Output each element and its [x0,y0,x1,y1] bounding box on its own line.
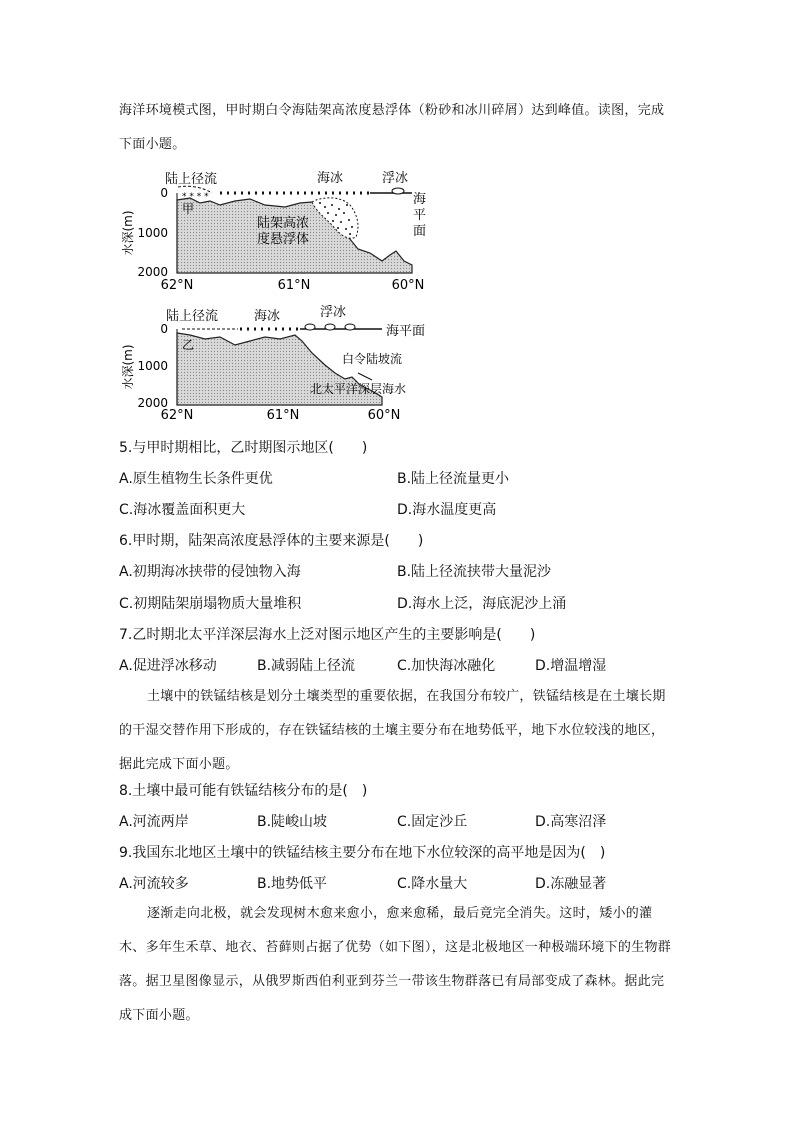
q8-option-a[interactable]: A.河流两岸 [119,814,189,830]
label-sealevel-vertical: 海平面 [413,192,427,239]
x-tick-61: 61°N [266,408,300,423]
float-ice-icon [345,324,355,330]
q7-option-a[interactable]: A.促进浮冰移动 [119,658,217,674]
q9-option-a[interactable]: A.河流较多 [119,876,189,892]
intro-passage-1: 海洋环境模式图，甲时期白令海陆架高浓度悬浮体（粉砂和冰川碎屑）达到峰值。读图，完成下面小题。 [119,103,665,152]
q6-option-a[interactable]: A.初期海冰挟带的侵蚀物入海 [119,564,301,580]
x-tick-62: 62°N [160,278,194,293]
label-region-jia: 甲 [182,202,195,216]
q9-option-d[interactable]: D.冻融显著 [535,876,607,892]
y-tick-0: 0 [160,186,168,200]
y-tick-0: 0 [160,322,168,336]
label-suspended-1: 陆架高浓 [257,216,310,231]
x-tick-60: 60°N [367,408,401,423]
label-sealevel: 海平面 [386,324,426,339]
y-tick-2000: 2000 [137,396,168,410]
q7-stem: 7.乙时期北太平洋深层海水上泛对图示地区产生的主要影响是( ) [119,627,536,643]
q9-option-b[interactable]: B.地势低平 [257,876,328,892]
q7-option-c[interactable]: C.加快海冰融化 [397,658,496,674]
label-region-yi: 乙 [182,338,195,352]
label-deep-water: 北太平洋深层海水 [310,382,407,396]
q7-option-b[interactable]: B.减弱陆上径流 [257,658,356,674]
q8-option-b[interactable]: B.陡峻山坡 [257,814,328,830]
q5-option-b[interactable]: B.陆上径流量更小 [397,471,510,487]
q5-option-d[interactable]: D.海水温度更高 [397,502,497,518]
q8-option-d[interactable]: D.高寒沼泽 [535,814,607,830]
label-floatice: 浮冰 [320,305,347,320]
q5-stem: 5.与甲时期相比，乙时期图示地区( ) [119,440,368,456]
q9-stem: 9.我国东北地区土壤中的铁锰结核主要分布在地下水位较深的高平地是因为( ) [119,845,606,861]
q5-option-c[interactable]: C.海冰覆盖面积更大 [119,502,246,518]
intro-passage-3: 逐渐走向北极，就会发现树木愈来愈小，愈来愈稀，最后竟完全消失。这时，矮小的灌木、多年生禾草、地衣、苔藓则占据了优势（如下图），这是北极地区一种极端环境下的生物群落。据卫星图像显示，从俄罗斯西伯利亚到芬兰一带该生物群落已有局部变成了森林。据此完成下面小题。 [119,906,672,1023]
q6-option-b[interactable]: B.陆上径流挟带大量泥沙 [397,564,552,580]
label-suspended-2: 度悬浮体 [257,232,310,247]
y-tick-1000: 1000 [137,226,168,240]
intro-passage-2: 土壤中的铁锰结核是划分土壤类型的重要依据，在我国分布较广，铁锰结核是在土壤长期的干湿交替作用下形成的，存在铁锰结核的土壤主要分布在地势低平，地下水位较浅的地区，据此完成下面小题。 [119,689,666,772]
float-ice-icon [325,324,335,330]
q6-option-c[interactable]: C.初期陆架崩塌物质大量堆积 [119,596,302,612]
q7-option-d[interactable]: D.增温增湿 [535,658,607,674]
label-seaice: 海冰 [317,171,344,186]
q8-option-c[interactable]: C.固定沙丘 [397,814,468,830]
y-tick-1000: 1000 [137,359,168,373]
y-axis-label: 水深(m) [121,344,135,390]
label-runoff: 陆上径流 [166,309,219,324]
ocean-profile-diagram-1 [120,165,430,295]
current-arrow [358,373,372,380]
q8-stem: 8.土壤中最可能有铁锰结核分布的是( ) [119,783,368,799]
x-tick-61: 61°N [277,278,311,293]
y-axis-label: 水深(m) [121,210,135,256]
label-floatice: 浮冰 [382,171,409,186]
float-ice-icon [392,188,404,194]
label-seaice: 海冰 [254,309,281,324]
label-slope-current: 白令陆坡流 [342,352,403,366]
label-runoff: 陆上径流 [165,172,218,187]
ocean-profile-diagram-2 [120,305,440,425]
x-tick-62: 62°N [160,408,194,423]
y-tick-2000: 2000 [137,265,168,279]
q6-option-d[interactable]: D.海水上泛，海底泥沙上涌 [397,596,567,612]
x-tick-60: 60°N [391,278,425,293]
float-ice-icon [305,324,315,330]
q6-stem: 6.甲时期，陆架高浓度悬浮体的主要来源是( ) [119,533,424,549]
vegetation-marks: * * * * [182,192,209,202]
q9-option-c[interactable]: C.降水量大 [397,876,468,892]
q5-option-a[interactable]: A.原生植物生长条件更优 [119,471,273,487]
